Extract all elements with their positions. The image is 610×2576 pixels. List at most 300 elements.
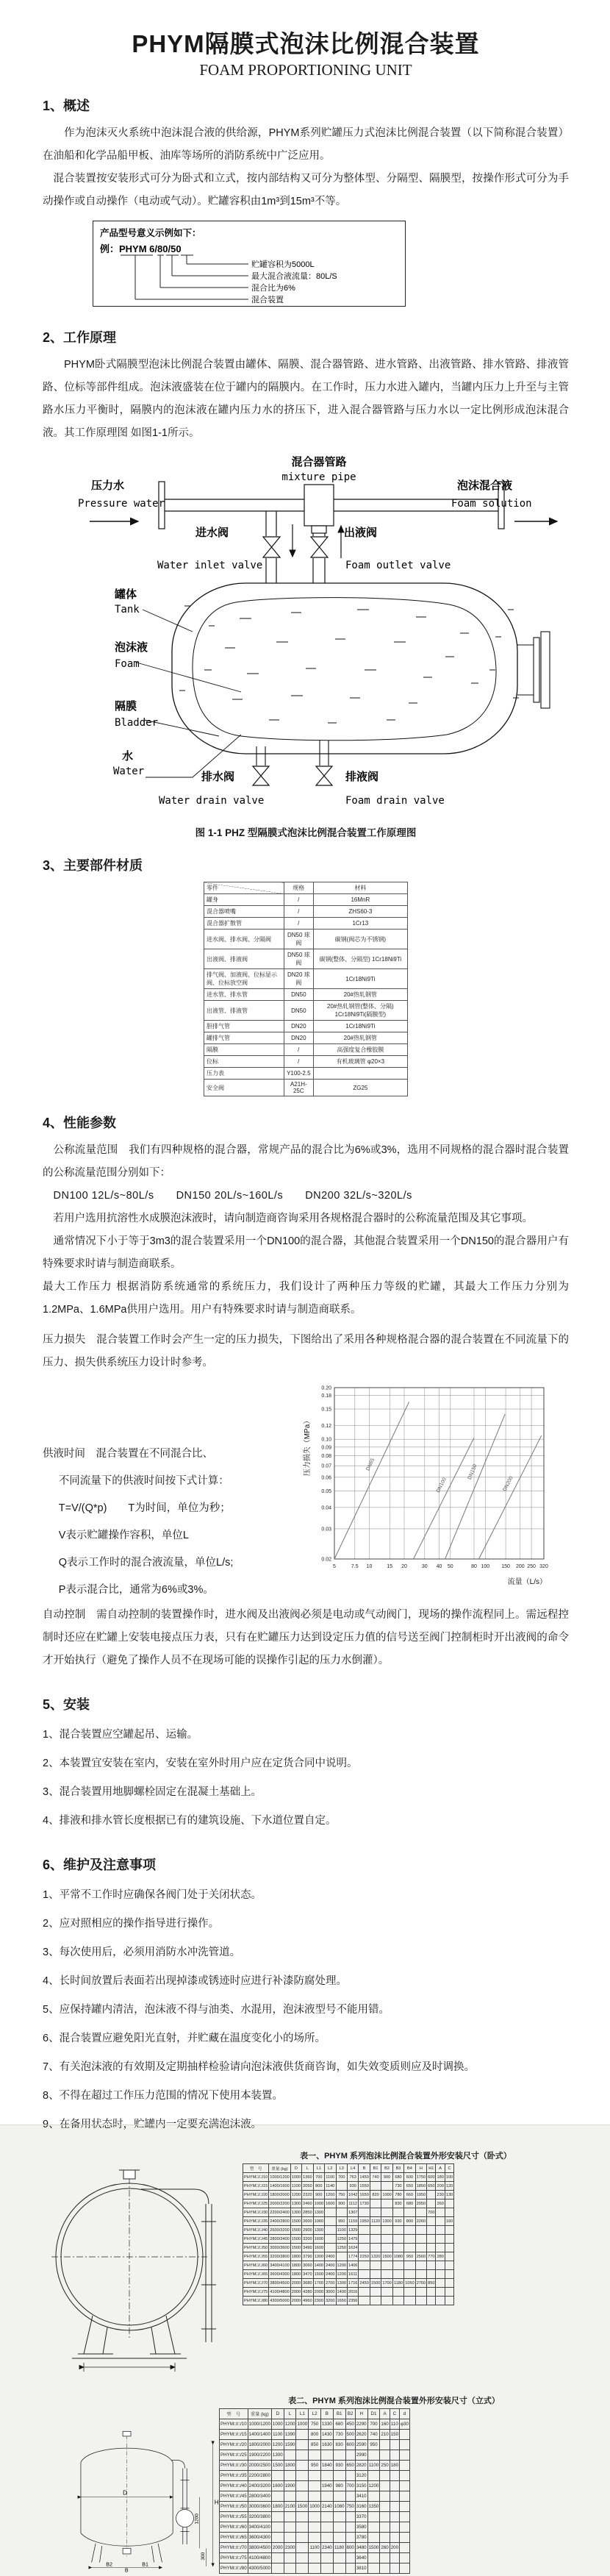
cell: 胆排气管 bbox=[204, 1021, 284, 1032]
cell: 2320 bbox=[302, 2191, 313, 2199]
cell: 250 bbox=[380, 2461, 390, 2471]
maintenance-item: 3、每次使用后，必须用消防水冲洗管道。 bbox=[43, 1947, 241, 1958]
cell bbox=[445, 2252, 453, 2261]
maintenance-item: 2、应对照相应的操作指导进行操作。 bbox=[43, 1918, 220, 1930]
water-drain-valve-label-cn: 排水阀 bbox=[201, 771, 235, 783]
column-header: B2 bbox=[381, 2164, 392, 2173]
cell: 1600 bbox=[271, 2481, 284, 2491]
cell: 2760 bbox=[415, 2279, 426, 2288]
cell bbox=[320, 2522, 333, 2533]
cell: 1800 bbox=[290, 2261, 301, 2270]
cell bbox=[404, 2244, 415, 2252]
cell: 3490 bbox=[302, 2244, 313, 2252]
cell: 3400/4100 bbox=[248, 2522, 271, 2533]
cell: 1624 bbox=[347, 2244, 358, 2252]
cell: 1650 bbox=[359, 2191, 370, 2199]
column-header: C bbox=[390, 2409, 399, 2419]
column-header: A bbox=[436, 2164, 445, 2173]
table-row bbox=[243, 2182, 454, 2191]
horizontal-tank-drawing bbox=[43, 2149, 243, 2384]
table-row bbox=[204, 989, 408, 1001]
cell: / bbox=[284, 1044, 313, 1056]
table-row bbox=[204, 930, 408, 949]
model-box-line1: 产品型号意义示例如下： bbox=[100, 228, 201, 238]
cell bbox=[381, 2226, 392, 2235]
cell: 900 bbox=[313, 2191, 324, 2199]
cell: 2990 bbox=[355, 2450, 367, 2461]
cell bbox=[367, 2512, 380, 2522]
cell: 碳钢(整体、分隔型) 1Cr18Ni9Ti bbox=[313, 949, 407, 969]
table-row bbox=[204, 1032, 408, 1044]
cell bbox=[436, 2235, 445, 2244]
section-5-heading: 5、安装 bbox=[43, 1697, 90, 1712]
cell: 3810 bbox=[355, 2563, 367, 2574]
cell: Y100-2.5 bbox=[284, 1068, 313, 1080]
cell bbox=[400, 2461, 410, 2471]
cell: DN50 bbox=[284, 1001, 313, 1021]
y-tick-label: 0.02 bbox=[320, 1557, 331, 1563]
cell: 1200 bbox=[284, 2419, 296, 2430]
cell: 2620 bbox=[355, 2430, 367, 2440]
column-header: 型 号 bbox=[220, 2409, 248, 2419]
section-6-heading: 6、维护及注意事项 bbox=[43, 1858, 157, 1872]
cell bbox=[325, 2244, 336, 2252]
cell bbox=[359, 2297, 370, 2305]
cell: 800 bbox=[404, 2217, 415, 2226]
cell: 1100 bbox=[271, 2430, 284, 2440]
column-header: L bbox=[302, 2164, 313, 2173]
cell bbox=[320, 2491, 333, 2502]
cell: 3120 bbox=[355, 2471, 367, 2481]
vertical-tank-drawing bbox=[43, 2394, 219, 2572]
cell: 780 bbox=[392, 2191, 403, 2199]
cell: 2850 bbox=[302, 2208, 313, 2217]
cell: 600 bbox=[345, 2440, 355, 2450]
cell bbox=[436, 2279, 445, 2288]
cell: 1360 bbox=[302, 2173, 313, 2182]
cell bbox=[345, 2533, 355, 2543]
cell bbox=[333, 2471, 345, 2481]
mixer-block bbox=[304, 485, 334, 526]
cell: 4300/5000 bbox=[269, 2297, 290, 2305]
y-tick-label: 0.15 bbox=[320, 1407, 331, 1413]
model-box-label-ratio: 混合比为6% bbox=[251, 284, 295, 293]
cell: 3780 bbox=[355, 2533, 367, 2543]
cell bbox=[367, 2450, 380, 2461]
cell: 700 bbox=[345, 2481, 355, 2491]
foam-outlet-valve-symbol bbox=[311, 537, 328, 557]
cell bbox=[400, 2512, 410, 2522]
cell bbox=[390, 2481, 399, 2491]
cell bbox=[296, 2553, 309, 2563]
maintenance-item: 1、平常不工作时应确保各阀门处于关闭状态。 bbox=[43, 1889, 262, 1901]
cell bbox=[333, 2491, 345, 2502]
cell bbox=[359, 2244, 370, 2252]
dim-h-label: H bbox=[214, 2499, 219, 2506]
table-row bbox=[204, 906, 408, 918]
cell bbox=[445, 2226, 453, 2235]
foam-solution-label-en: Foam solution bbox=[451, 498, 532, 510]
cell bbox=[404, 2270, 415, 2279]
cell bbox=[445, 2279, 453, 2288]
model-number-example-box bbox=[93, 221, 569, 311]
column-header: L bbox=[284, 2409, 296, 2419]
table-row bbox=[204, 1080, 408, 1096]
cell: 2590 bbox=[355, 2440, 367, 2450]
cell bbox=[333, 2533, 345, 2543]
cell: 1940 bbox=[320, 2481, 333, 2491]
cell: 2016 bbox=[347, 2288, 358, 2297]
cell: PHYM□/□/70 bbox=[220, 2543, 248, 2553]
table-row bbox=[220, 2502, 410, 2512]
bladder-label-cn: 隔膜 bbox=[115, 700, 137, 713]
cell: 1500 bbox=[290, 2235, 301, 2244]
cell bbox=[390, 2491, 399, 2502]
tank-label-en: Tank bbox=[115, 604, 140, 616]
water-label-cn: 水 bbox=[122, 750, 134, 763]
cell: 1430 bbox=[320, 2430, 333, 2440]
cell bbox=[400, 2430, 410, 2440]
cell: PHYM□/□/25 bbox=[220, 2450, 248, 2461]
cell: 1250 bbox=[336, 2235, 347, 2244]
section-1-paragraph-2: 混合装置按安装形式可分为卧式和立式，按内部结构又可分为整体型、分隔型、隔膜型，按操作形式可分为手动操作或自动操作（电动或气动）。贮罐容积由1m³到15m³不等。 bbox=[43, 173, 569, 207]
cell bbox=[320, 2563, 333, 2574]
cell: 1200 bbox=[325, 2191, 336, 2199]
series-label: DN200 bbox=[502, 1475, 514, 1493]
dim-b-label: B bbox=[124, 2568, 129, 2574]
cell bbox=[284, 2450, 296, 2461]
cell bbox=[345, 2522, 355, 2533]
cell bbox=[415, 2261, 426, 2270]
cell: 2600/3200 bbox=[269, 2226, 290, 2235]
cell bbox=[390, 2553, 399, 2563]
cell: 763 bbox=[347, 2173, 358, 2182]
cell bbox=[309, 2553, 321, 2563]
x-tick-label: 40 bbox=[436, 1564, 442, 1569]
x-tick-label: 100 bbox=[480, 1564, 489, 1569]
foam-label-cn: 泡沫液 bbox=[115, 641, 148, 654]
cell: 4100/4800 bbox=[269, 2288, 290, 2297]
cell bbox=[427, 2191, 436, 2199]
cell: PHYM□/□/65 bbox=[243, 2270, 269, 2279]
cell: 210 bbox=[380, 2430, 390, 2440]
cell bbox=[367, 2491, 380, 2502]
cell bbox=[445, 2297, 453, 2305]
cell: 180 bbox=[436, 2173, 445, 2182]
cell: 2900 bbox=[302, 2226, 313, 2235]
table-row bbox=[243, 2226, 454, 2235]
cell: 260 bbox=[380, 2543, 390, 2553]
cell: 200 bbox=[436, 2182, 445, 2191]
cell bbox=[380, 2533, 390, 2543]
x-tick-label: 320 bbox=[539, 1564, 548, 1569]
cell: PHYM□/□/25 bbox=[243, 2199, 269, 2208]
cell bbox=[370, 2235, 381, 2244]
cell: 3370 bbox=[355, 2512, 367, 2522]
cell bbox=[427, 2235, 436, 2244]
cell: 1200 bbox=[336, 2261, 347, 2270]
figure-1-1 bbox=[43, 448, 569, 823]
cell: 混合器扩散管 bbox=[204, 918, 284, 930]
auto-control-paragraph: 自动控制 需自动控制的装置操作时，进水阀及出液阀必须是电动或气动阀门，现场的操作流程同上。需远程控制时还应在贮罐上安装电接点压力表，只有在贮罐压力达到设定压力值的信号送至阀门控制柜时开出液阀的命令才开始执行（避免了操作人员不在现场可能的误操作引起的压力水倒灌）。 bbox=[43, 1609, 569, 1666]
cell: 1600 bbox=[313, 2235, 324, 2244]
cell bbox=[392, 2288, 403, 2297]
cell bbox=[380, 2491, 390, 2502]
cell: 1500 bbox=[271, 2461, 284, 2471]
cell: 出液阀、排液阀 bbox=[204, 949, 284, 969]
cell bbox=[284, 2563, 296, 2574]
chart-area bbox=[285, 1377, 569, 1594]
column-header: L4 bbox=[347, 2164, 358, 2173]
cell: 1750 bbox=[415, 2173, 426, 2182]
cell bbox=[320, 2450, 333, 2461]
horizontal-tank-figure bbox=[43, 2160, 235, 2380]
vertical-tank-figure bbox=[43, 2428, 219, 2572]
cell bbox=[400, 2440, 410, 2450]
maintenance-item: 6、混合装置应避免阳光直射，并贮藏在温度变化小的场所。 bbox=[43, 2033, 326, 2044]
cell bbox=[445, 2235, 453, 2244]
cell bbox=[370, 2226, 381, 2235]
column-header: 规格 bbox=[284, 882, 313, 894]
cell: 280 bbox=[436, 2252, 445, 2261]
x-tick-label: 30 bbox=[421, 1564, 428, 1569]
cell bbox=[370, 2297, 381, 2305]
cell: 3200/3800 bbox=[269, 2252, 290, 2261]
cell: 2000 bbox=[313, 2288, 324, 2297]
cell: 1479 bbox=[347, 2235, 358, 2244]
cell bbox=[445, 2199, 453, 2208]
column-header: L2 bbox=[309, 2409, 321, 2419]
table-1-section bbox=[43, 2149, 569, 2384]
cell: 1Cr18Ni9Ti bbox=[313, 1021, 407, 1032]
table-row bbox=[243, 2252, 454, 2261]
cell bbox=[359, 2261, 370, 2270]
cell bbox=[271, 2563, 284, 2574]
supply-time-line: 不同流量下的供液时间按下式计算： bbox=[58, 1475, 229, 1487]
mixture-pipe-label-en: mixture pipe bbox=[281, 471, 356, 483]
working-principle-diagram bbox=[49, 448, 563, 819]
column-header: B3 bbox=[392, 2164, 403, 2173]
table-row bbox=[243, 2191, 454, 2199]
cell bbox=[296, 2430, 309, 2440]
table-1-block bbox=[243, 2149, 569, 2384]
cell bbox=[404, 2208, 415, 2217]
table-row bbox=[204, 1001, 408, 1021]
cell: 750 bbox=[345, 2502, 355, 2512]
cell: 进水阀、排水阀、分隔阀 bbox=[204, 930, 284, 949]
cell bbox=[404, 2261, 415, 2270]
cell bbox=[400, 2491, 410, 2502]
cell: 1200 bbox=[290, 2191, 301, 2199]
cell bbox=[400, 2471, 410, 2481]
cell bbox=[296, 2512, 309, 2522]
cell bbox=[359, 2288, 370, 2297]
cell: 1850 bbox=[415, 2182, 426, 2191]
cell bbox=[367, 2563, 380, 2574]
cell bbox=[333, 2522, 345, 2533]
cell bbox=[415, 2288, 426, 2297]
y-tick-label: 0.18 bbox=[320, 1394, 331, 1399]
cell: 950 bbox=[404, 2252, 415, 2261]
cell: 830 bbox=[333, 2440, 345, 2450]
column-header: d bbox=[400, 2409, 410, 2419]
pressure-water-label-cn: 压力水 bbox=[91, 479, 125, 492]
x-tick-label: 200 bbox=[515, 1564, 525, 1569]
table-row bbox=[243, 2270, 454, 2279]
cell: PHYM□/□/15 bbox=[243, 2182, 269, 2191]
cell: 160 bbox=[380, 2419, 390, 2430]
cell: 1300 bbox=[336, 2279, 347, 2288]
cell: 2000 bbox=[290, 2297, 301, 2305]
cell: 1406 bbox=[347, 2261, 358, 2270]
cell: PHYM□/□/75 bbox=[243, 2288, 269, 2297]
cell: 1800/2000 bbox=[269, 2191, 290, 2199]
cell: 1950 bbox=[415, 2191, 426, 2199]
cell bbox=[320, 2533, 333, 2543]
column-header: D bbox=[290, 2164, 301, 2173]
column-header: L2 bbox=[325, 2164, 336, 2173]
cell: 1140 bbox=[325, 2182, 336, 2191]
cell: 1000 bbox=[296, 2419, 309, 2430]
x-axis-title: 流量（L/s） bbox=[507, 1578, 547, 1586]
table-row bbox=[220, 2430, 410, 2440]
cell: 1100 bbox=[309, 2543, 321, 2553]
cell: 1159 bbox=[347, 2217, 358, 2226]
x-tick-label: 80 bbox=[470, 1564, 477, 1569]
cell bbox=[415, 2226, 426, 2235]
mixer-selection-paragraph: 通常情况下小于等于3m3的混合装置采用一个DN100的混合器，其他混合装置采用一个DN150的混合器用户有特殊要求时请与制造商联系。 bbox=[43, 1235, 569, 1270]
cell bbox=[392, 2261, 403, 2270]
cell: 1716 bbox=[347, 2279, 358, 2288]
cell: DN20 bbox=[284, 1032, 313, 1044]
cell: 1550 bbox=[359, 2182, 370, 2191]
cell bbox=[345, 2471, 355, 2481]
cell: PHYM□/□/30 bbox=[220, 2461, 248, 2471]
cell bbox=[392, 2235, 403, 2244]
cell bbox=[309, 2512, 321, 2522]
cell: 130 bbox=[445, 2191, 453, 2199]
maintenance-item: 7、有关泡沫液的有效期及定期抽样检验请向泡沫液供货商咨询，如失效变质则应及时调换。 bbox=[43, 2061, 476, 2073]
cell: 1400 bbox=[313, 2261, 324, 2270]
y-tick-label: 0.12 bbox=[320, 1424, 331, 1430]
cell bbox=[296, 2471, 309, 2481]
cell bbox=[271, 2471, 284, 2481]
cell: A21H-25C bbox=[284, 1080, 313, 1096]
table-2-section bbox=[43, 2394, 569, 2574]
column-header: H1 bbox=[427, 2164, 436, 2173]
cell: 180 bbox=[390, 2461, 399, 2471]
foam-drain-valve-label-en: Foam drain valve bbox=[345, 795, 445, 807]
cell: 3790 bbox=[302, 2252, 313, 2261]
cell bbox=[325, 2226, 336, 2235]
cell: DN50 bbox=[284, 989, 313, 1001]
cell: PHYM□/□/65 bbox=[220, 2533, 248, 2543]
x-tick-label: 150 bbox=[500, 1564, 510, 1569]
maintenance-item: 8、不得在超过工作压力范围的情况下使用本装置。 bbox=[43, 2090, 284, 2102]
cell bbox=[333, 2563, 345, 2574]
cell: 110 bbox=[390, 2419, 399, 2430]
cell: 900 bbox=[381, 2173, 392, 2182]
materials-table bbox=[204, 882, 408, 1096]
cell: 1300 bbox=[381, 2217, 392, 2226]
cell bbox=[370, 2288, 381, 2297]
cell bbox=[404, 2235, 415, 2244]
column-header: B1 bbox=[333, 2409, 345, 2419]
cell: 600 bbox=[404, 2173, 415, 2182]
cell bbox=[445, 2208, 453, 2217]
cell: 820 bbox=[370, 2191, 381, 2199]
cell: 3160 bbox=[355, 2502, 367, 2512]
cell bbox=[390, 2450, 399, 2461]
cell bbox=[380, 2450, 390, 2461]
cell: 680 bbox=[392, 2173, 403, 2182]
cell: 2260 bbox=[415, 2217, 426, 2226]
install-item: 4、排液和排水管长度根据已有的建筑设施、下水道位置自定。 bbox=[43, 1815, 337, 1827]
cell: 安全阀 bbox=[204, 1080, 284, 1096]
cell: 1950 bbox=[359, 2217, 370, 2226]
cell: 900 bbox=[336, 2199, 347, 2208]
cell: 1400/1600 bbox=[269, 2182, 290, 2191]
cell bbox=[325, 2235, 336, 2244]
cell: 650 bbox=[427, 2182, 436, 2191]
cell: 2820 bbox=[355, 2461, 367, 2471]
cell: 1500 bbox=[381, 2252, 392, 2261]
cell: 950 bbox=[309, 2461, 321, 2471]
cell: 1500 bbox=[367, 2543, 380, 2553]
pressure-loss-paragraph: 压力损失 混合装置工作时会产生一定的压力损失，下图给出了采用各种规格混合器的混合装置在不同流量下的压力、损失供系统压力设计时参考。 bbox=[43, 1334, 569, 1369]
y-tick-label: 0.06 bbox=[320, 1475, 331, 1481]
maintenance-item: 4、长时间放置后表面若出现掉漆或锈迹时应进行补漆防腐处理。 bbox=[43, 1975, 348, 1987]
nominal-flow-paragraph: 公称流量范围 我们有四种规格的混合器，常规产品的混合比为6%或3%，选用不同规格的混合器时混合装置的公称流量范围分别如下： bbox=[43, 1144, 569, 1179]
cell: 1329 bbox=[347, 2226, 358, 2235]
cell: 1500 bbox=[313, 2270, 324, 2279]
x-tick-label: 5 bbox=[332, 1564, 336, 1569]
table-row bbox=[243, 2261, 454, 2270]
pressure-water-label-en: Pressure water bbox=[78, 498, 165, 510]
maintenance-item: 9、在备用状态时，贮罐内一定要充满泡沫液。 bbox=[43, 2119, 262, 2130]
cell bbox=[404, 2226, 415, 2235]
cell: 20#热轧钢管 bbox=[313, 1032, 407, 1044]
foam-label-en: Foam bbox=[115, 658, 140, 670]
series-line bbox=[445, 1414, 505, 1559]
foam-solution-label-cn: 泡沫混合液 bbox=[457, 479, 513, 492]
cell: 2800/3400 bbox=[248, 2491, 271, 2502]
table-row bbox=[204, 1021, 408, 1032]
tank-label-cn: 罐体 bbox=[115, 588, 137, 601]
cell: 罐身 bbox=[204, 894, 284, 906]
cell bbox=[381, 2261, 392, 2270]
table-row bbox=[204, 918, 408, 930]
table-row bbox=[220, 2512, 410, 2522]
cell: 1900/2200 bbox=[248, 2450, 271, 2461]
pressure-loss-chart bbox=[301, 1380, 554, 1590]
cell bbox=[271, 2533, 284, 2543]
cell: 3000 bbox=[325, 2288, 336, 2297]
column-header: 重量 (kg) bbox=[269, 2164, 290, 2173]
cell: 出液管、排液管 bbox=[204, 1001, 284, 1021]
cell: 3680 bbox=[302, 2279, 313, 2288]
cell: 1590 bbox=[284, 2440, 296, 2450]
supply-time-line: 供液时间 混合装置在不同混合比、 bbox=[43, 1448, 213, 1460]
model-box-line2: 例：PHYM 6/80/50 bbox=[100, 243, 182, 254]
cell: 1630 bbox=[320, 2440, 333, 2450]
cell bbox=[427, 2288, 436, 2297]
cell: PHYM□/□/45 bbox=[220, 2491, 248, 2502]
supply-time-line: P表示混合比，通常为6%或3%。 bbox=[58, 1584, 214, 1596]
water-drain-valve-label-en: Water drain valve bbox=[159, 795, 265, 807]
column-header: 材料 bbox=[313, 882, 407, 894]
dim-d-label: D bbox=[123, 2489, 128, 2497]
